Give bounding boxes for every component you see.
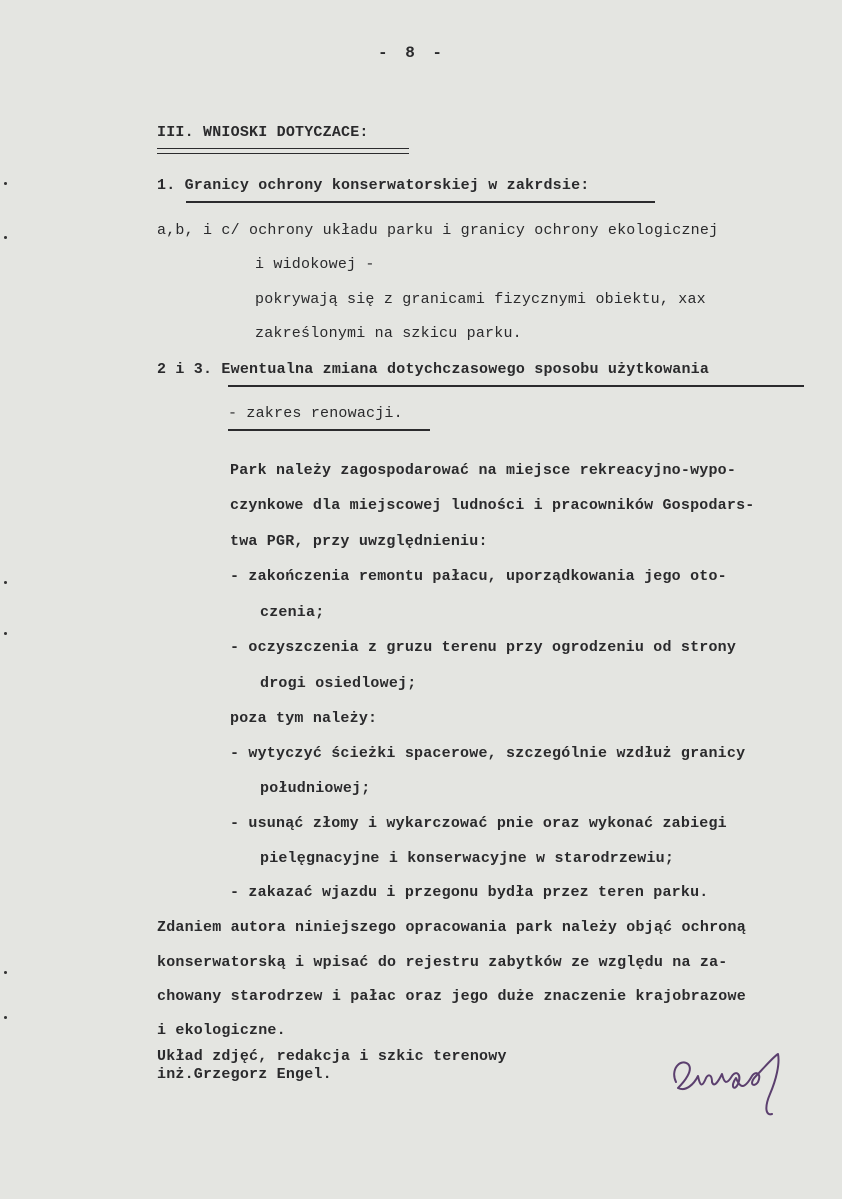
item23-heading: 2 i 3. Ewentualna zmiana dotychczasowego sposobu użytkowania <box>157 361 710 378</box>
paragraph-line: drogi osiedlowej; <box>260 675 417 692</box>
conclusion-line: i ekologiczne. <box>157 1022 286 1039</box>
page-number: - 8 - <box>378 44 447 62</box>
item23-underline <box>228 385 804 387</box>
paragraph-line: - zakończenia remontu pałacu, uporządkowania jego oto- <box>230 568 727 585</box>
paragraph-line: - oczyszczenia z gruzu terenu przy ogrodzeniu od strony <box>230 639 737 656</box>
paragraph-line: - zakazać wjazdu i przegonu bydła przez teren parku. <box>230 884 709 901</box>
item1-heading: 1. Granicy ochrony konserwatorskiej w zakrdsie: <box>157 177 590 194</box>
paragraph-line: czynkowe dla miejscowej ludności i pracowników Gospodars- <box>230 497 755 514</box>
item1-text-line: a,b, i c/ ochrony układu parku i granicy ochrony ekologicznej <box>157 222 719 239</box>
margin-mark <box>4 1016 7 1019</box>
paragraph-line: twa PGR, przy uwzględnieniu: <box>230 533 488 550</box>
credits-line: Układ zdjęć, redakcja i szkic terenowy <box>157 1048 507 1065</box>
conclusion-line: konserwatorską i wpisać do rejestru zabytków ze względu na za- <box>157 954 728 971</box>
margin-mark <box>4 182 7 185</box>
paragraph-line: - usunąć złomy i wykarczować pnie oraz wykonać zabiegi <box>230 815 727 832</box>
item23-subheading: - zakres renowacji. <box>228 405 403 422</box>
paragraph-line: Park należy zagospodarować na miejsce rekreacyjno-wypo- <box>230 462 737 479</box>
paragraph-line: południowej; <box>260 780 371 797</box>
handwritten-signature <box>668 1030 808 1120</box>
conclusion-line: chowany starodrzew i pałac oraz jego duże znaczenie krajobrazowe <box>157 988 746 1005</box>
item1-text-line: i widokowej - <box>255 256 375 273</box>
credits-line: inż.Grzegorz Engel. <box>157 1066 332 1083</box>
paragraph-line: pielęgnacyjne i konserwacyjne w starodrzewiu; <box>260 850 675 867</box>
item23-subheading-underline <box>228 429 430 431</box>
conclusion-line: Zdaniem autora niniejszego opracowania park należy objąć ochroną <box>157 919 746 936</box>
paragraph-line: - wytyczyć ścieżki spacerowe, szczególnie wzdłuż granicy <box>230 745 746 762</box>
item1-underline <box>186 201 655 203</box>
paragraph-line: poza tym należy: <box>230 710 378 727</box>
margin-mark <box>4 581 7 584</box>
heading-double-underline <box>157 148 409 154</box>
item1-text-line: zakreślonymi na szkicu parku. <box>255 325 522 342</box>
paragraph-line: czenia; <box>260 604 325 621</box>
margin-mark <box>4 971 7 974</box>
section-heading: III. WNIOSKI DOTYCZACE: <box>157 124 369 141</box>
margin-mark <box>4 236 7 239</box>
item1-text-line: pokrywają się z granicami fizycznymi obiektu, xax <box>255 291 706 308</box>
margin-mark <box>4 632 7 635</box>
